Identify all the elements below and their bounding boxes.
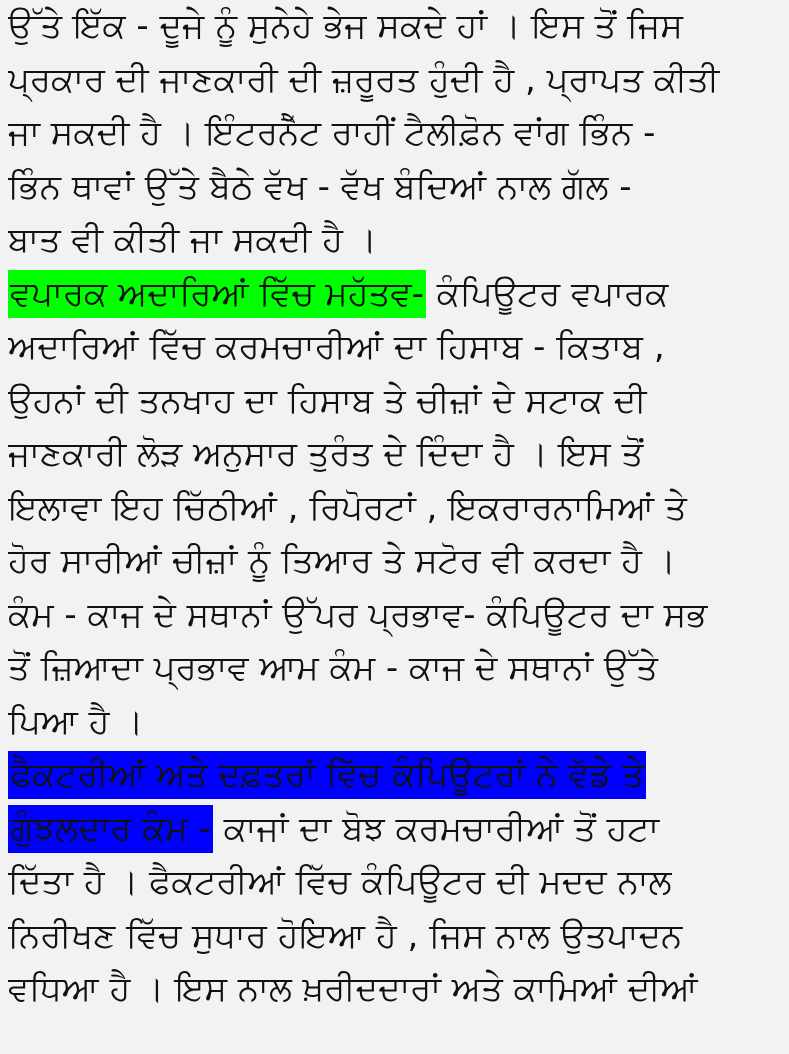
heading-line-business bbox=[8, 268, 789, 322]
text-line: ਤੋਂ ਜ਼ਿਆਦਾ ਪ੍ਰਭਾਵ ਆਮ ਕੰਮ - ਕਾਜ ਦੇ ਸਥਾਨਾਂ ਉੱਤੇ bbox=[8, 648, 658, 688]
heading-continuation: ਕੰਪਿਊਟਰ ਵਪਾਰਕ bbox=[425, 273, 669, 314]
text-line: ਪ੍ਰਕਾਰ ਦੀ ਜਾਣਕਾਰੀ ਦੀ ਜ਼ਰੂਰਤ ਹੁੰਦੀ ਹੈ , ਪ੍ਰਾਪਤ ਕੀਤੀ bbox=[8, 59, 720, 100]
highlighted-heading-business: ਵਪਾਰਕ ਅਦਾਰਿਆਂ ਵਿੱਚ ਮਹੱਤਵ- bbox=[8, 270, 426, 318]
heading-continuation: ਕਾਜਾਂ ਦਾ ਬੋਝ ਕਰਮਚਾਰੀਆਂ ਤੋਂ ਹਟਾ bbox=[212, 808, 660, 849]
text-line: ਨਿਰੀਖਣ ਵਿੱਚ ਸੁਧਾਰ ਹੋਇਆ ਹੈ , ਜਿਸ ਨਾਲ ਉਤਪਾਦਨ bbox=[8, 915, 683, 956]
text-line: ਕੰਮ - ਕਾਜ ਦੇ ਸਥਾਨਾਂ ਉੱਪਰ ਪ੍ਰਭਾਵ- ਕੰਪਿਊਟਰ ਦਾ ਸਭ bbox=[8, 594, 708, 635]
heading-line-factories-2 bbox=[8, 803, 789, 857]
text-line: ਪਿਆ ਹੈ । bbox=[8, 701, 144, 742]
text-line: ਜਾਣਕਾਰੀ ਲੋੜ ਅਨੁਸਾਰ ਤੁਰੰਤ ਦੇ ਦਿੰਦਾ ਹੈ । ਇਸ ਤੋਂ bbox=[8, 434, 644, 474]
text-line: ਇਲਾਵਾ ਇਹ ਚਿੱਠੀਆਂ , ਰਿਪੋਰਟਾਂ , ਇਕਰਾਰਨਾਮਿਆਂ ਤੇ bbox=[8, 487, 687, 528]
text-line: ਉਹਨਾਂ ਦੀ ਤਨਖਾਹ ਦਾ ਹਿਸਾਬ ਤੇ ਚੀਜ਼ਾਂ ਦੇ ਸਟਾਕ ਦੀ bbox=[8, 380, 647, 421]
text-line: ਜਾ ਸਕਦੀ ਹੈ । ਇੰਟਰਨੈੱਟ ਰਾਹੀਂ ਟੈਲੀਫ਼ੋਨ ਵਾਂਗ ਭਿੰਨ - bbox=[8, 113, 656, 153]
text-line: ਅਦਾਰਿਆਂ ਵਿੱਚ ਕਰਮਚਾਰੀਆਂ ਦਾ ਹਿਸਾਬ - ਕਿਤਾਬ , bbox=[8, 327, 665, 367]
text-line: ਹੋਰ ਸਾਰੀਆਂ ਚੀਜ਼ਾਂ ਨੂੰ ਤਿਆਰ ਤੇ ਸਟੋਰ ਵੀ ਕਰਦਾ ਹੈ । bbox=[8, 541, 676, 581]
text-line: ਉੱਤੇ ਇੱਕ - ਦੂਜੇ ਨੂੰ ਸੁਨੇਹੇ ਭੇਜ ਸਕਦੇ ਹਾਂ । ਇਸ ਤੋਂ ਜਿਸ bbox=[8, 6, 683, 46]
highlighted-heading-factories-cont: ਗੁੰਝਲਦਾਰ ਕੰਮ - bbox=[8, 805, 213, 853]
text-line: ਵਧਿਆ ਹੈ । ਇਸ ਨਾਲ ਖ਼ਰੀਦਦਾਰਾਂ ਅਤੇ ਕਾਮਿਆਂ ਦੀਆਂ bbox=[8, 969, 698, 1009]
text-line: ਬਾਤ ਵੀ ਕੀਤੀ ਜਾ ਸਕਦੀ ਹੈ । bbox=[8, 220, 377, 260]
text-line: ਦਿੱਤਾ ਹੈ । ਫੈਕਟਰੀਆਂ ਵਿੱਚ ਕੰਪਿਊਟਰ ਦੀ ਮਦਦ ਨਾਲ bbox=[8, 862, 672, 902]
text-line: ਭਿੰਨ ਥਾਵਾਂ ਉੱਤੇ ਬੈਠੇ ਵੱਖ - ਵੱਖ ਬੰਦਿਆਂ ਨਾਲ ਗੱਲ - bbox=[8, 166, 632, 207]
heading-line-factories-1 bbox=[8, 749, 789, 803]
highlighted-heading-factories: ਫੈਕਟਰੀਆਂ ਅਤੇ ਦਫ਼ਤਰਾਂ ਵਿੱਚ ਕੰਪਿਊਟਰਾਂ ਨੇ ਵੱਡੇ ਤੇ bbox=[8, 751, 646, 799]
